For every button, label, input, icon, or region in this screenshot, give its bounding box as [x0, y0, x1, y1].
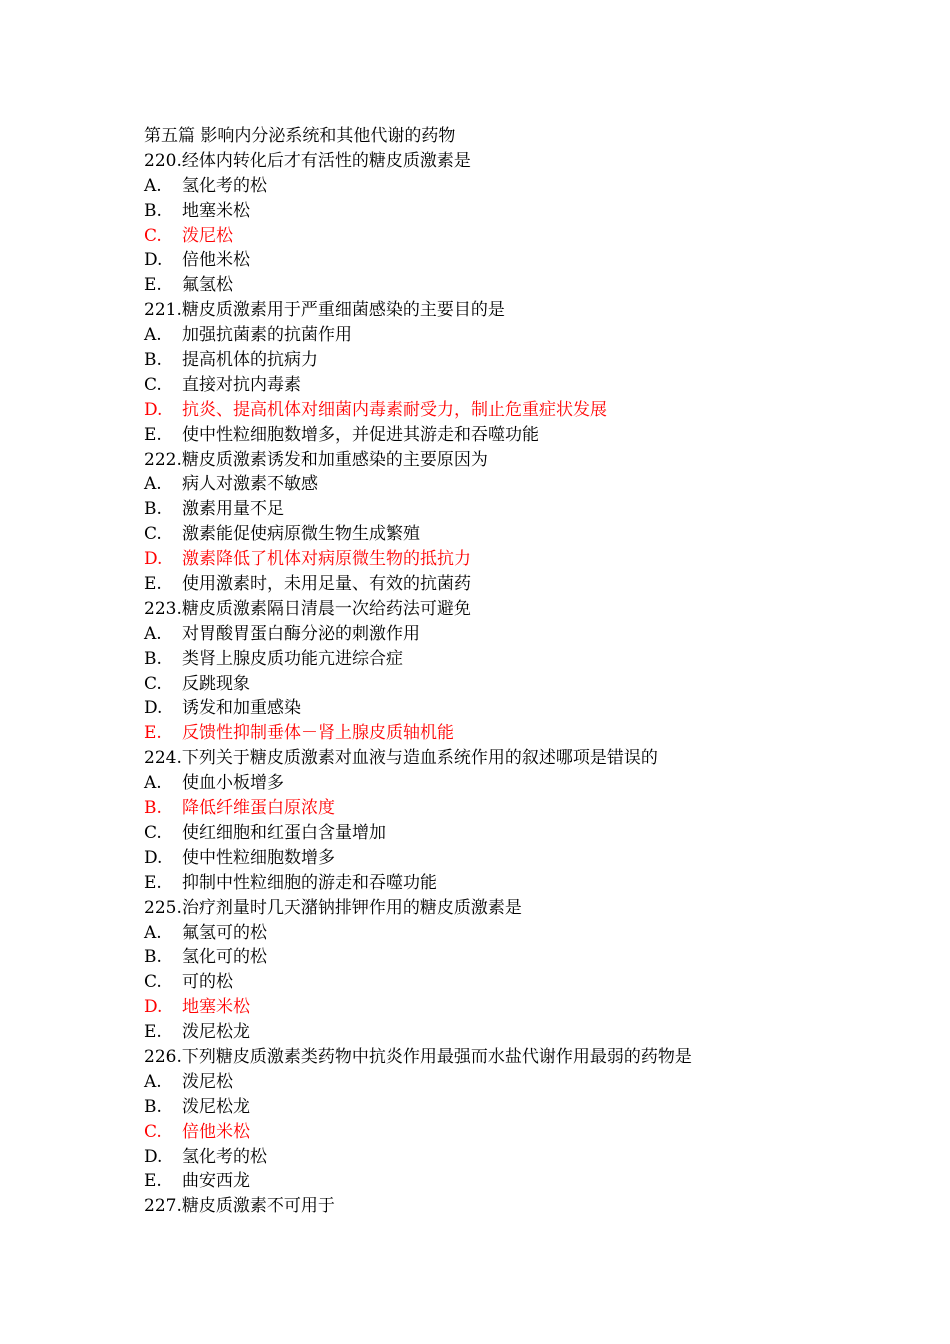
option-text: 氢化考的松 — [182, 1146, 267, 1167]
question-stem — [144, 597, 864, 622]
option-letter: A. — [144, 1071, 162, 1092]
question-text: 下列糖皮质激素类药物中抗炎作用最强而水盐代谢作用最弱的药物是 — [181, 1046, 692, 1067]
option-letter: D. — [144, 399, 163, 420]
question-stem — [144, 1045, 864, 1070]
question-list — [144, 149, 864, 1219]
option-text: 激素用量不足 — [182, 499, 284, 520]
answer-option — [144, 622, 864, 647]
option-text: 激素降低了机体对病原微生物的抵抗力 — [182, 549, 471, 570]
answer-option — [144, 1070, 864, 1095]
question-number: 225. — [144, 897, 182, 918]
question-number: 222. — [144, 449, 182, 470]
answer-option — [144, 821, 864, 846]
question-224 — [144, 746, 864, 895]
option-letter: B. — [144, 499, 162, 520]
question-number: 223. — [144, 598, 182, 619]
option-text: 使血小板增多 — [182, 773, 284, 794]
option-text: 氟氢可的松 — [182, 922, 267, 943]
answer-option — [144, 522, 864, 547]
question-stem — [144, 746, 864, 771]
question-223 — [144, 597, 864, 746]
option-letter: B. — [144, 1096, 162, 1117]
option-text: 地塞米松 — [182, 997, 250, 1018]
option-letter: B. — [144, 648, 162, 669]
answer-option — [144, 472, 864, 497]
question-222 — [144, 448, 864, 597]
answer-option — [144, 696, 864, 721]
answer-option — [144, 771, 864, 796]
option-text: 对胃酸胃蛋白酶分泌的刺激作用 — [182, 623, 420, 644]
question-227 — [144, 1194, 864, 1219]
option-text: 使红细胞和红蛋白含量增加 — [182, 822, 386, 843]
question-text: 糖皮质激素不可用于 — [181, 1196, 335, 1217]
option-text: 泼尼松龙 — [182, 1022, 250, 1043]
option-letter: E. — [144, 574, 162, 595]
question-text: 下列关于糖皮质激素对血液与造血系统作用的叙述哪项是错误的 — [181, 748, 658, 769]
option-text: 泼尼松 — [182, 225, 233, 246]
answer-option — [144, 647, 864, 672]
answer-option — [144, 248, 864, 273]
option-letter: E. — [144, 723, 162, 744]
question-text: 糖皮质激素用于严重细菌感染的主要目的是 — [181, 300, 505, 321]
option-list — [144, 1070, 864, 1194]
option-letter: D. — [144, 250, 163, 271]
question-225 — [144, 896, 864, 1045]
answer-option-correct — [144, 995, 864, 1020]
question-221 — [144, 298, 864, 447]
option-letter: C. — [144, 524, 162, 545]
question-text: 经体内转化后才有活性的糖皮质激素是 — [181, 150, 471, 171]
option-text: 激素能促使病原微生物生成繁殖 — [182, 524, 420, 545]
option-letter: A. — [144, 773, 162, 794]
question-number: 224. — [144, 748, 182, 769]
option-text: 泼尼松 — [182, 1071, 233, 1092]
answer-option — [144, 1020, 864, 1045]
option-list — [144, 472, 864, 596]
question-text: 糖皮质激素诱发和加重感染的主要原因为 — [181, 449, 488, 470]
option-list — [144, 622, 864, 746]
answer-option — [144, 423, 864, 448]
answer-option — [144, 273, 864, 298]
answer-option — [144, 174, 864, 199]
answer-option — [144, 1169, 864, 1194]
option-text: 反跳现象 — [182, 673, 250, 694]
question-220 — [144, 149, 864, 298]
option-letter: E. — [144, 275, 162, 296]
question-stem — [144, 149, 864, 174]
question-stem — [144, 1194, 864, 1219]
option-letter: B. — [144, 798, 162, 819]
answer-option-correct — [144, 398, 864, 423]
question-stem — [144, 448, 864, 473]
question-number: 220. — [144, 150, 182, 171]
option-text: 泼尼松龙 — [182, 1096, 250, 1117]
question-text: 治疗剂量时几天潴钠排钾作用的糖皮质激素是 — [181, 897, 522, 918]
option-text: 倍他米松 — [182, 1121, 250, 1142]
option-letter: B. — [144, 200, 162, 221]
section-title: 第五篇 影响内分泌系统和其他代谢的药物 — [144, 126, 456, 146]
answer-option — [144, 672, 864, 697]
answer-option — [144, 846, 864, 871]
question-stem — [144, 298, 864, 323]
option-text: 氢化考的松 — [182, 175, 267, 196]
option-text: 氟氢松 — [182, 275, 233, 296]
option-text: 诱发和加重感染 — [182, 698, 301, 719]
option-letter: C. — [144, 972, 162, 993]
option-letter: B. — [144, 947, 162, 968]
answer-option — [144, 199, 864, 224]
question-stem — [144, 896, 864, 921]
option-list — [144, 323, 864, 447]
question-number: 221. — [144, 300, 182, 321]
answer-option — [144, 1095, 864, 1120]
option-text: 提高机体的抗病力 — [182, 350, 318, 371]
option-letter: B. — [144, 350, 162, 371]
answer-option — [144, 1145, 864, 1170]
option-text: 抑制中性粒细胞的游走和吞噬功能 — [182, 872, 437, 893]
option-text: 曲安西龙 — [182, 1171, 250, 1192]
option-letter: E. — [144, 872, 162, 893]
option-letter: E. — [144, 1171, 162, 1192]
option-letter: E. — [144, 1022, 162, 1043]
option-text: 降低纤维蛋白原浓度 — [182, 798, 335, 819]
option-list — [144, 921, 864, 1045]
option-letter: D. — [144, 549, 163, 570]
option-text: 类肾上腺皮质功能亢进综合症 — [182, 648, 403, 669]
option-letter: D. — [144, 698, 163, 719]
option-letter: D. — [144, 997, 163, 1018]
answer-option — [144, 497, 864, 522]
option-text: 使中性粒细胞数增多 — [182, 847, 335, 868]
option-letter: D. — [144, 847, 163, 868]
answer-option — [144, 572, 864, 597]
answer-option-correct — [144, 721, 864, 746]
answer-option-correct — [144, 224, 864, 249]
question-number: 226. — [144, 1046, 182, 1067]
option-letter: C. — [144, 822, 162, 843]
option-letter: A. — [144, 623, 162, 644]
option-text: 加强抗菌素的抗菌作用 — [182, 325, 352, 346]
question-226 — [144, 1045, 864, 1194]
option-letter: A. — [144, 325, 162, 346]
option-text: 直接对抗内毒素 — [182, 374, 301, 395]
answer-option — [144, 348, 864, 373]
answer-option — [144, 373, 864, 398]
option-letter: E. — [144, 424, 162, 445]
option-list — [144, 174, 864, 298]
answer-option — [144, 921, 864, 946]
option-text: 使用激素时，未用足量、有效的抗菌药 — [182, 574, 471, 595]
option-letter: A. — [144, 922, 162, 943]
answer-option — [144, 871, 864, 896]
option-letter: A. — [144, 474, 162, 495]
option-text: 倍他米松 — [182, 250, 250, 271]
answer-option-correct — [144, 796, 864, 821]
option-list — [144, 771, 864, 895]
answer-option — [144, 945, 864, 970]
option-text: 可的松 — [182, 972, 233, 993]
option-text: 使中性粒细胞数增多，并促进其游走和吞噬功能 — [182, 424, 539, 445]
question-text: 糖皮质激素隔日清晨一次给药法可避免 — [181, 598, 471, 619]
option-text: 病人对激素不敏感 — [182, 474, 318, 495]
option-text: 抗炎、提高机体对细菌内毒素耐受力，制止危重症状发展 — [182, 399, 607, 420]
answer-option-correct — [144, 1120, 864, 1145]
document-content — [144, 124, 864, 1219]
option-letter: C. — [144, 673, 162, 694]
answer-option — [144, 323, 864, 348]
option-letter: C. — [144, 225, 162, 246]
option-text: 氢化可的松 — [182, 947, 267, 968]
option-letter: A. — [144, 175, 162, 196]
question-number: 227. — [144, 1196, 182, 1217]
option-text: 反馈性抑制垂体－肾上腺皮质轴机能 — [182, 723, 454, 744]
answer-option — [144, 970, 864, 995]
option-letter: D. — [144, 1146, 163, 1167]
option-text: 地塞米松 — [182, 200, 250, 221]
answer-option-correct — [144, 547, 864, 572]
option-letter: C. — [144, 374, 162, 395]
option-letter: C. — [144, 1121, 162, 1142]
